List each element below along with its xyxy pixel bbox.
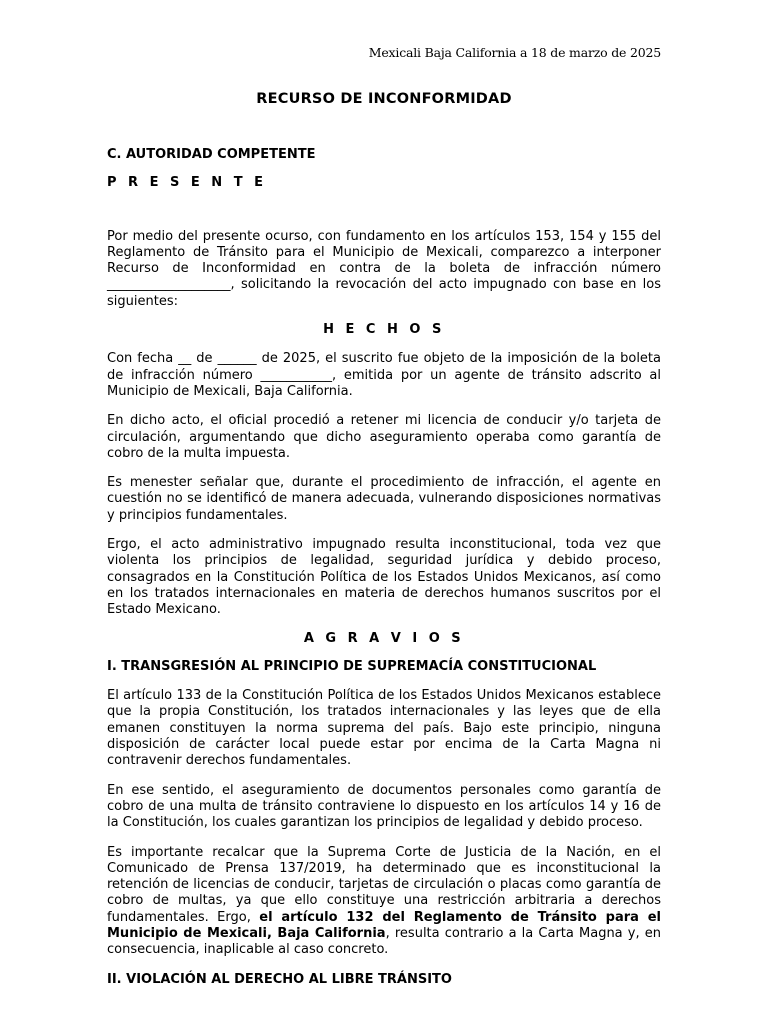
- document-title: RECURSO DE INCONFORMIDAD: [256, 91, 512, 107]
- hechos-heading: H E C H O S: [323, 322, 445, 338]
- agravio-1-paragraph-1: El artículo 133 de la Constitución Política de los Estados Unidos Mexicanos establece que la propia Constitución, los tratados internacionales y las leyes que de ella emanen constituyen la norma suprema del país. Bajo este principio, ninguna disposición de carácter local puede estar por encima de la Carta Magna ni contravenir derechos fundamentales.: [107, 688, 661, 769]
- hechos-paragraph-2: En dicho acto, el oficial procedió a retener mi licencia de conducir y/o tarjeta de circulación, argumentando que dicho aseguramiento operaba como garantía de cobro de la multa impuesta.: [107, 413, 661, 461]
- paragraph-3-end: , resulta contrario a la Carta Magna y, en consecuencia, inaplicable al caso concreto.: [107, 925, 662, 958]
- presente-heading: P R E S E N T E: [107, 175, 267, 191]
- paragraph-3-start: Es importante recalcar que la Suprema Corte de Justicia de la Nación, en el Comunicado de Prensa 137/2019, ha determinado que es inconstitucional la retención de licencias de conducir, tarjetas de circulación o placas como garantía de cobro de multas, ya que ello constituye una restricción arbitraria a derechos fundamentales. Ergo,: [107, 844, 661, 925]
- date-line: Mexicali Baja California a 18 de marzo de 2025: [368, 45, 661, 60]
- agravios-heading: A G R A V I O S: [303, 630, 465, 646]
- agravio-2-heading: II. VIOLACIÓN AL DERECHO AL LIBRE TRÁNSITO: [107, 971, 452, 987]
- agravio-1-paragraph-3: [107, 845, 661, 959]
- authority-heading: C. AUTORIDAD COMPETENTE: [107, 147, 316, 162]
- agravio-1-paragraph-2: En ese sentido, el aseguramiento de documentos personales como garantía de cobro de una multa de tránsito contraviene lo dispuesto en los artículos 14 y 16 de la Constitución, los cuales garantizan los principios de legalidad y debido proceso.: [107, 782, 661, 831]
- hechos-paragraph-1: Con fecha __ de ______ de 2025, el suscrito fue objeto de la imposición de la boleta de infracción número ___________, emitida por un agente de tránsito adscrito al Municipio de Mexicali, Baja California.: [107, 351, 661, 399]
- agravio-1-heading: I. TRANSGRESIÓN AL PRINCIPIO DE SUPREMACÍA CONSTITUCIONAL: [107, 658, 597, 674]
- hechos-paragraph-4: Ergo, el acto administrativo impugnado resulta inconstitucional, toda vez que violenta los principios de legalidad, seguridad jurídica y debido proceso, consagrados en la Constitución Política de los Estados Unidos Mexicanos, así como en los tratados internacionales en materia de derechos humanos suscritos por el Estado Mexicano.: [107, 537, 661, 618]
- intro-paragraph: Por medio del presente ocurso, con fundamento en los artículos 153, 154 y 155 del Reglamento de Tránsito para el Municipio de Mexicali, comparezco a interponer Recurso de Inconformidad en contra de la boleta de infracción número ___________________, solicitando la revocación del acto impugnado con base en los siguientes:: [107, 228, 661, 309]
- document-body: [107, 147, 661, 988]
- hechos-paragraph-3: Es menester señalar que, durante el procedimiento de infracción, el agente en cuestión no se identificó de manera adecuada, vulnerando disposiciones normativas y principios fundamentales.: [107, 475, 661, 523]
- paragraph-3-bold: el artículo 132 del Reglamento de Tránsito para el Municipio de Mexicali, Baja California: [107, 909, 662, 941]
